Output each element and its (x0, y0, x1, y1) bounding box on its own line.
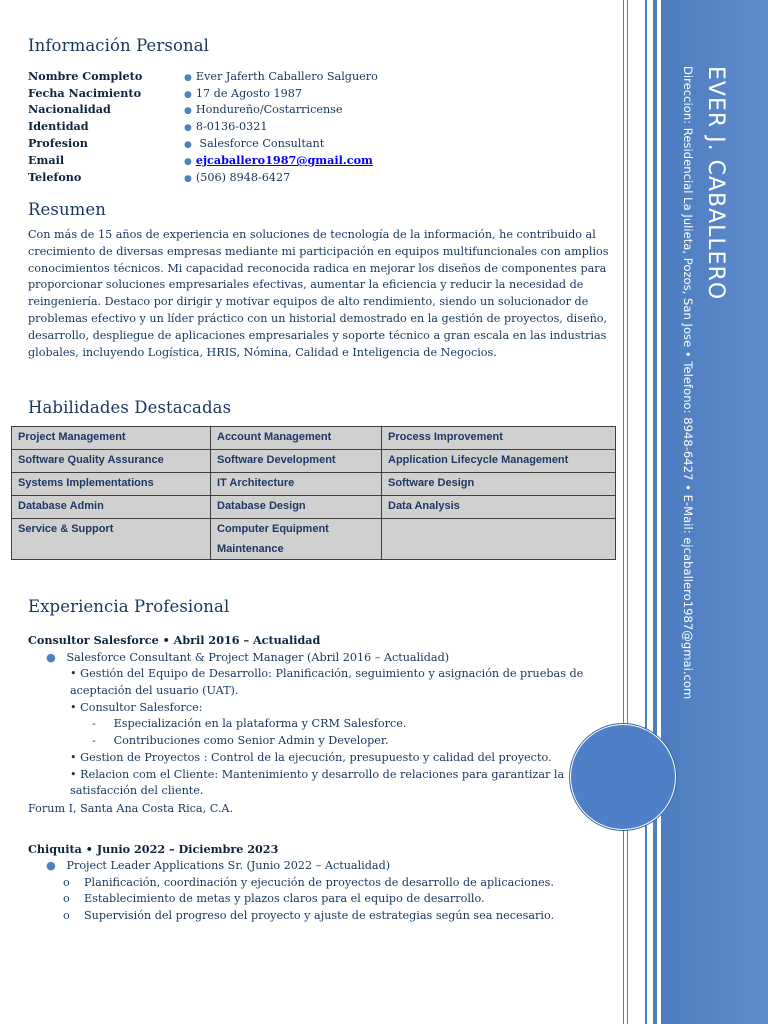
bullet-icon: ● (184, 140, 192, 150)
skill-cell: Service & Support (12, 519, 211, 560)
bullet-icon: ● (184, 123, 192, 133)
info-value-wrap (184, 169, 290, 188)
info-label: Identidad (28, 119, 89, 133)
job-subdetail-text: Contribuciones como Senior Admin y Developer. (113, 734, 389, 747)
job-header (28, 632, 320, 649)
skill-cell: Data Analysis (382, 496, 616, 519)
job-bullet (63, 874, 554, 891)
resume-name: EVER J. CABALLERO (703, 66, 728, 301)
circle-bullet-icon: o (63, 876, 70, 889)
skill-cell: Account Management (211, 427, 382, 450)
info-label: Fecha Nacimiento (28, 86, 142, 100)
info-label: Telefono (28, 170, 82, 184)
job-detail: • Relacion com el Cliente: Mantenimiento y desarrollo de relaciones para garantizar la (70, 768, 565, 781)
job-detail: satisfacción del cliente. (70, 784, 204, 797)
section-title-personal: Información Personal (28, 36, 210, 55)
skill-cell: Software Quality Assurance (12, 450, 211, 473)
circle-bullet-icon: o (63, 909, 70, 922)
info-value: (506) 8948-6427 (195, 171, 291, 184)
job-detail: aceptación del usuario (UAT). (70, 684, 239, 697)
bullet-icon: ● (184, 90, 192, 100)
job-subdetail-text: Especialización en la plataforma y CRM Salesforce. (113, 717, 407, 730)
info-value: Hondureño/Costarricense (195, 103, 343, 116)
job-role-text: Salesforce Consultant & Project Manager (Abril 2016 – Actualidad) (66, 651, 450, 664)
job-detail: • Gestion de Proyectos : Control de la ejecución, presupuesto y calidad del proyecto. (70, 751, 552, 764)
bullet-icon: ● (184, 73, 192, 83)
bullet-icon: ● (184, 106, 192, 116)
job-role (46, 857, 390, 874)
info-row (28, 68, 628, 85)
job-header (28, 841, 278, 858)
skill-cell: IT Architecture (211, 473, 382, 496)
skill-cell: Process Improvement (382, 427, 616, 450)
divider-line (645, 0, 647, 1024)
skill-cell: Application Lifecycle Management (382, 450, 616, 473)
job-header-text: Consultor Salesforce • Abril 2016 – Actualidad (28, 633, 321, 647)
table-row (12, 473, 616, 496)
info-row (28, 169, 628, 186)
table-row (12, 450, 616, 473)
email-link[interactable]: ejcaballero1987@gmail.com (195, 153, 373, 167)
info-label: Nacionalidad (28, 102, 111, 116)
info-label: Profesion (28, 136, 88, 150)
job-header-text: Chiquita • Junio 2022 – Diciembre 2023 (28, 842, 279, 856)
company-location: Forum I, Santa Ana Costa Rica, C.A. (28, 802, 234, 815)
skill-cell: Computer Equipment Maintenance (211, 519, 382, 560)
bullet-icon: ● (184, 157, 192, 167)
dash-icon: - (92, 734, 96, 747)
info-row (28, 118, 628, 135)
job-role-text: Project Leader Applications Sr. (Junio 2022 – Actualidad) (66, 859, 391, 872)
bullet-icon: ● (46, 651, 56, 664)
skill-cell: Database Admin (12, 496, 211, 519)
job-bullet-text: Supervisión del progreso del proyecto y ajuste de estrategias según sea necesario. (83, 909, 555, 922)
info-row (28, 135, 628, 152)
job-bullet-text: Planificación, coordinación y ejecución de proyectos de desarrollo de aplicaciones. (83, 876, 554, 889)
skill-cell: Software Development (211, 450, 382, 473)
divider-line (653, 0, 657, 1024)
table-row (12, 496, 616, 519)
bullet-icon: ● (184, 174, 192, 184)
info-row (28, 152, 628, 169)
info-label: Nombre Completo (28, 69, 143, 83)
skills-table (11, 426, 616, 560)
skill-cell: Database Design (211, 496, 382, 519)
skill-cell (382, 519, 616, 560)
table-row (12, 427, 616, 450)
job-detail: • Consultor Salesforce: (70, 701, 203, 714)
table-row (12, 519, 616, 560)
info-row (28, 85, 628, 102)
info-row (28, 101, 628, 118)
section-title-skills: Habilidades Destacadas (28, 398, 232, 417)
decorative-circle (570, 724, 676, 830)
job-subdetail (92, 715, 406, 732)
info-value: Salesforce Consultant (195, 137, 325, 150)
info-label: Email (28, 153, 65, 167)
contact-line: Direccion: Residencial La Julieta, Pozos, San Jose • Telefono: 8948-6427 • E-Mail: ejcaballero1987@gmai.com (681, 66, 695, 700)
info-value: Ever Jaferth Caballero Salguero (195, 70, 378, 83)
info-value: 8-0136-0321 (195, 120, 268, 133)
info-value: 17 de Agosto 1987 (195, 87, 302, 100)
skill-cell: Project Management (12, 427, 211, 450)
bullet-icon: ● (46, 859, 56, 872)
skill-cell: Software Design (382, 473, 616, 496)
job-bullet-text: Establecimiento de metas y plazos claros para el equipo de desarrollo. (83, 892, 485, 905)
section-title-summary: Resumen (28, 200, 107, 219)
skill-cell: Systems Implementations (12, 473, 211, 496)
job-bullet (63, 890, 485, 907)
job-subdetail (92, 732, 389, 749)
job-role (46, 649, 449, 666)
dash-icon: - (92, 717, 96, 730)
section-title-experience: Experiencia Profesional (28, 597, 230, 616)
job-bullet (63, 907, 554, 924)
job-detail: • Gestión del Equipo de Desarrollo: Planificación, seguimiento y asignación de pruebas de (70, 667, 584, 680)
circle-bullet-icon: o (63, 892, 70, 905)
summary-paragraph: Con más de 15 años de experiencia en soluciones de tecnología de la información, he contribuido al crecimiento de diversas empresas mediante mi participación en equipos multifuncionales con amplios conocimientos técnicos. Mi capacidad reconocida radica en mejorar los diseños de componentes para proporcionar soluciones empresariales efectivas, aumentar la eficiencia y reducir la necesidad de reingeniería. Destaco por dirigir y motivar equipos de alto rendimiento, siendo un solucionador de problemas efectivo y un líder práctico con un historial demostrado en la gestión de proyectos, diseño, desarrollo, despliegue de aplicaciones empresariales y soporte técnico a gran escala en las industrias globales, incluyendo Logística, HRIS, Nómina, Calidad e Inteligencia de Negocios. (28, 228, 609, 359)
